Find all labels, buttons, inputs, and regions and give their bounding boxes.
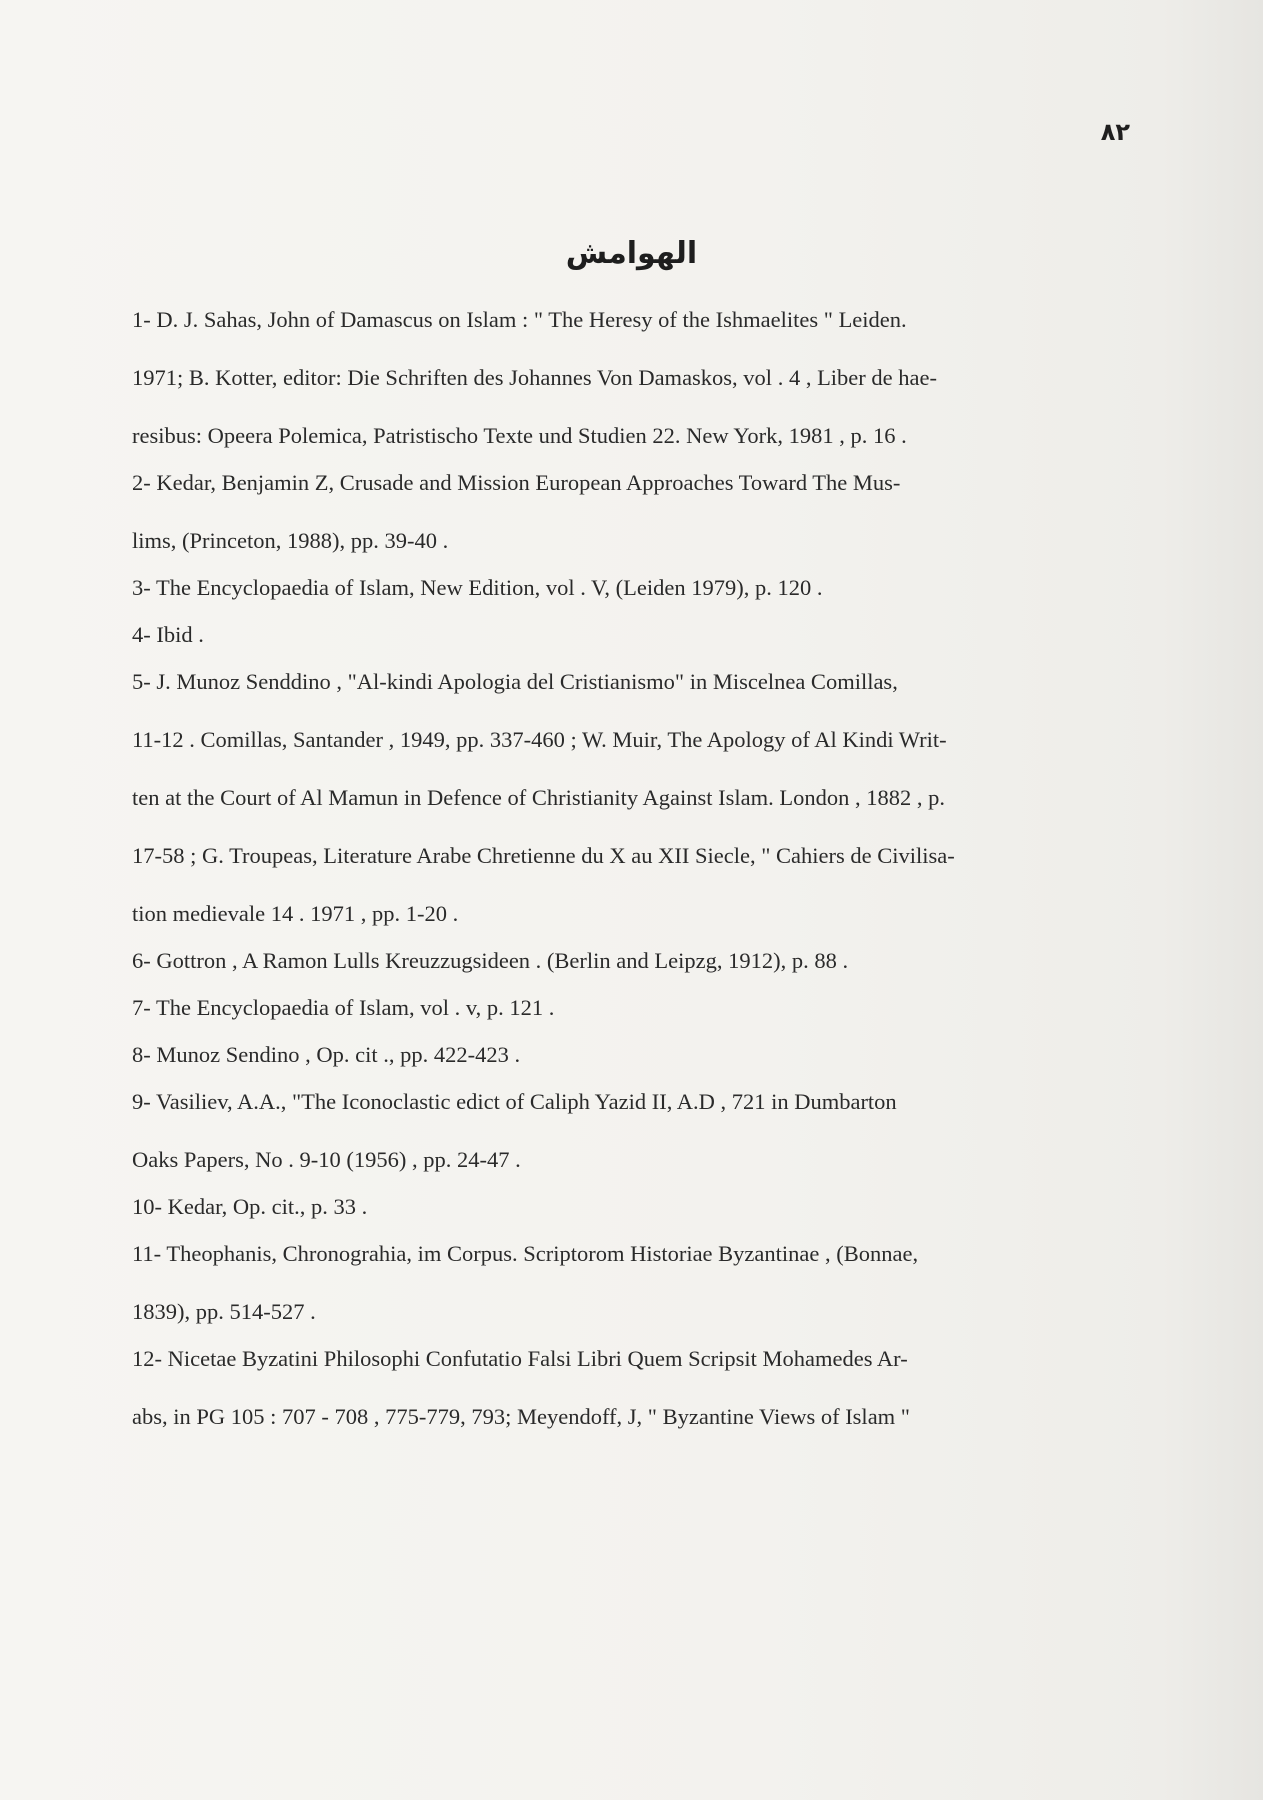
footnote-line: Oaks Papers, No . 9-10 (1956) , pp. 24-47 . [132, 1147, 521, 1172]
footnote-line: tion medievale 14 . 1971 , pp. 1-20 . [132, 901, 459, 926]
footnote-line: 1971; B. Kotter, editor: Die Schriften des Johannes Von Damaskos, vol . 4 , Liber de hae- [132, 365, 937, 390]
footnote [132, 994, 1132, 1022]
footnote-line: resibus: Opeera Polemica, Patristischo Texte und Studien 22. New York, 1981 , p. 16 . [132, 423, 907, 448]
footnote [132, 1240, 1132, 1326]
footnote-line: 8- Munoz Sendino , Op. cit ., pp. 422-423 . [132, 1042, 521, 1067]
footnote-line: 6- Gottron , A Ramon Lulls Kreuzzugsideen . (Berlin and Leipzg, 1912), p. 88 . [132, 948, 849, 973]
footnote [132, 668, 1132, 928]
footnote [132, 947, 1132, 975]
footnote [132, 1345, 1132, 1431]
notes-heading: الهوامش [565, 236, 698, 271]
footnote-line: 4- Ibid . [132, 622, 204, 647]
page-number: ٨٢ [1100, 118, 1130, 146]
footnote-line: 1839), pp. 514-527 . [132, 1299, 316, 1324]
footnote [132, 469, 1132, 555]
footnote [132, 306, 1132, 450]
footnote-line: 17-58 ; G. Troupeas, Literature Arabe Chretienne du X au XII Siecle, " Cahiers de Civilisa- [132, 843, 955, 868]
footnote [132, 1088, 1132, 1174]
footnote [132, 1193, 1132, 1221]
footnote-line: 2- Kedar, Benjamin Z, Crusade and Mission European Approaches Toward The Mus- [132, 470, 901, 495]
footnote [132, 574, 1132, 602]
footnote-line: 11- Theophanis, Chronograhia, im Corpus. Scriptorom Historiae Byzantinae , (Bonnae, [132, 1241, 919, 1266]
footnote-line: 9- Vasiliev, A.A., "The Iconoclastic edict of Caliph Yazid II, A.D , 721 in Dumbarton [132, 1089, 897, 1114]
footnote-line: 11-12 . Comillas, Santander , 1949, pp. 337-460 ; W. Muir, The Apology of Al Kindi Writ- [132, 727, 947, 752]
footnotes-list [132, 306, 1132, 1450]
footnote [132, 1041, 1132, 1069]
footnote [132, 621, 1132, 649]
footnote-line: abs, in PG 105 : 707 - 708 , 775-779, 793; Meyendoff, J, " Byzantine Views of Islam " [132, 1404, 910, 1429]
footnote-line: 12- Nicetae Byzatini Philosophi Confutatio Falsi Libri Quem Scripsit Mohamedes Ar- [132, 1346, 908, 1371]
footnote-line: 3- The Encyclopaedia of Islam, New Edition, vol . V, (Leiden 1979), p. 120 . [132, 575, 823, 600]
footnote-line: 7- The Encyclopaedia of Islam, vol . v, p. 121 . [132, 995, 555, 1020]
footnote-line: 1- D. J. Sahas, John of Damascus on Islam : " The Heresy of the Ishmaelites " Leiden. [132, 307, 907, 332]
footnote-line: lims, (Princeton, 1988), pp. 39-40 . [132, 528, 449, 553]
footnote-line: 10- Kedar, Op. cit., p. 33 . [132, 1194, 368, 1219]
footnote-line: ten at the Court of Al Mamun in Defence of Christianity Against Islam. London , 1882 , p. [132, 785, 945, 810]
footnote-line: 5- J. Munoz Senddino , "Al-kindi Apologia del Cristianismo" in Miscelnea Comillas, [132, 669, 898, 694]
